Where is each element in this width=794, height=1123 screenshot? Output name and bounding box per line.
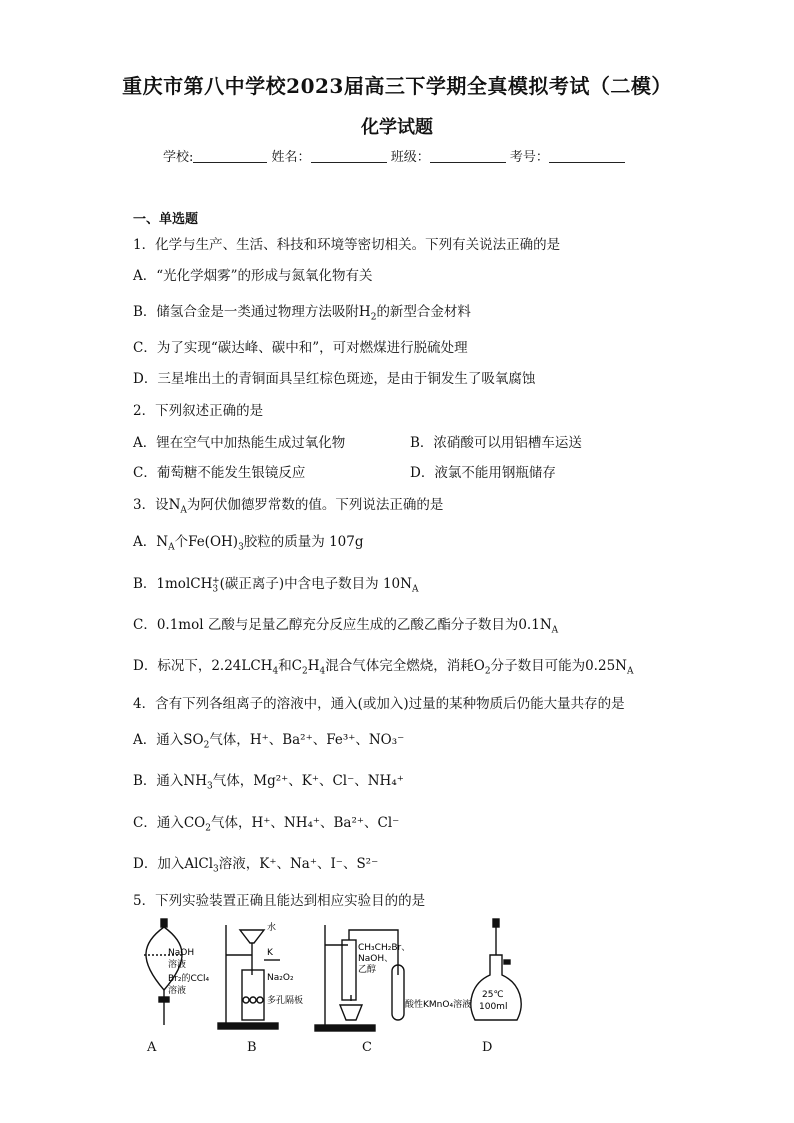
- q4-option-a: A．通入$SO_2$气体，H⁺、Ba²⁺、Fe³⁺、NO₃⁻: [133, 732, 405, 751]
- q3-d-text2: 和C: [278, 658, 303, 674]
- q1-b-text1: B．储氢合金是一类通过物理方法吸附: [133, 304, 359, 320]
- q4-c-gas: 气体，: [210, 815, 252, 831]
- q1-stem: 1．化学与生产、生活、科技和环境等密切相关。下列有关说法正确的是: [133, 237, 561, 253]
- q4-b-text: B．通入: [133, 773, 184, 789]
- q4-b-ions: Mg²⁺、K⁺、Cl⁻、NH₄⁺: [253, 773, 404, 789]
- c-label-2: NaOH、: [358, 954, 394, 964]
- page-title: 重庆市第八中学校2023届高三下学期全真模拟考试（二模）: [122, 74, 672, 98]
- q2-option-b: B．浓硝酸可以用铝槽车运送: [410, 435, 582, 451]
- a-label-4: 溶液: [168, 986, 187, 996]
- q3-a-text2: 个: [174, 534, 189, 550]
- page-subtitle: 化学试题: [361, 117, 433, 138]
- o2-formula: O: [473, 658, 485, 674]
- q3-option-d: D．标况下，$2.24LCH_4$和$C_2H_4$混合气体完全燃烧，消耗$O_2$分子数目可能为$0.25N_A$: [133, 658, 634, 677]
- fe-oh3-formula: Fe(OH): [188, 534, 239, 550]
- q4-option-c: C．通入$CO_2$气体，H⁺、NH₄⁺、Ba²⁺、Cl⁻: [133, 815, 400, 834]
- figure-label-b: B: [247, 1040, 257, 1055]
- separatory-funnel-figure: [144, 919, 187, 1025]
- number-blank[interactable]: [549, 150, 625, 163]
- q3-a-text3: 胶粒的质量为 107g: [243, 534, 364, 550]
- q3-d-value: 0.25N: [585, 658, 627, 674]
- q4-c-text: C．通入: [133, 815, 184, 831]
- q1-option-d: D．三星堆出土的青铜面具呈红棕色斑迹，是由于铜发生了吸氧腐蚀: [133, 371, 536, 387]
- q3-d-text5: 分子数目可能为: [490, 658, 586, 674]
- q4-b-gas: 气体，: [212, 773, 254, 789]
- school-label: 学校:: [163, 150, 194, 165]
- d-label-2: 100ml: [479, 1002, 508, 1012]
- class-blank[interactable]: [430, 150, 506, 163]
- q3-a-text1: A．: [133, 534, 157, 550]
- q1-option-b: B．储氢合金是一类通过物理方法吸附$H_2$的新型合金材料: [133, 304, 471, 323]
- a-label-3: Br₂的CCl₄: [168, 974, 210, 984]
- q3-d-text3: H: [307, 658, 320, 674]
- q3-option-c: C．0.1mol 乙酸与足量乙醇充分反应生成的乙酸乙酯分子数目为$0.1N_A$: [133, 617, 559, 636]
- school-blank[interactable]: [193, 150, 267, 163]
- heating-setup-figure: [315, 925, 404, 1031]
- q3-stem-text1: 3．设: [133, 497, 169, 513]
- apparatus-figures: [130, 915, 670, 1060]
- q3-d-text4: 混合气体完全燃烧，消耗: [325, 658, 474, 674]
- figure-label-a: A: [147, 1040, 157, 1055]
- q2-option-a: A．锂在空气中加热能生成过氧化物: [133, 435, 346, 451]
- q2-stem: 2．下列叙述正确的是: [133, 403, 264, 419]
- q3-c-text1: C．0.1mol 乙酸与足量乙醇充分反应生成的乙酸乙酯分子数目为: [133, 617, 519, 633]
- q3-b-text2: (碳正离子)中含电子数目为 10N: [219, 576, 412, 592]
- q1-option-c: C．为了实现“碳达峰、碳中和”，可对燃煤进行脱硫处理: [133, 340, 468, 356]
- c-label-1: CH₃CH₂Br、: [358, 943, 411, 953]
- student-info-row: [163, 146, 625, 165]
- q4-a-text: A．通入: [133, 732, 184, 748]
- q1-b-text2: 的新型合金材料: [376, 304, 471, 320]
- name-blank[interactable]: [311, 150, 387, 163]
- q4-c-ions: H⁺、NH₄⁺、Ba²⁺、Cl⁻: [251, 815, 400, 831]
- d-label-1: 25℃: [482, 990, 504, 1000]
- figure-label-d: D: [482, 1040, 493, 1055]
- q4-option-b: B．通入$NH_3$气体，Mg²⁺、K⁺、Cl⁻、NH₄⁺: [133, 773, 404, 792]
- nh3-formula: NH: [183, 773, 208, 789]
- q1-option-a: A．“光化学烟雾”的形成与氮氧化物有关: [133, 268, 373, 284]
- q4-d-sol: 溶液，: [218, 856, 260, 872]
- h2-formula: H: [358, 304, 371, 320]
- q4-d-ions: K⁺、Na⁺、I⁻、S²⁻: [259, 856, 379, 872]
- name-label: 姓名：: [271, 150, 311, 165]
- b-label-1: 水: [267, 923, 277, 933]
- a-label-2: 溶液: [168, 960, 187, 970]
- q5-stem: 5．下列实验装置正确且能达到相应实验目的的是: [133, 893, 426, 909]
- class-label: 班级：: [390, 150, 430, 165]
- q3-c-value: 0.1N: [518, 617, 552, 633]
- na-symbol: N: [156, 534, 169, 550]
- q3-b-text1: B．1molCH: [133, 576, 213, 592]
- q3-option-a: A．$N_A$个$Fe(OH)_3$胶粒的质量为 107g: [133, 534, 364, 553]
- q3-option-b: B．1molCH$_3$+(碳正离子)中含电子数目为 $10N_A$: [133, 575, 419, 595]
- section-title: 一、单选题: [133, 212, 199, 227]
- q4-stem: 4．含有下列各组离子的溶液中，通入(或加入)过量的某种物质后仍能大量共存的是: [133, 696, 625, 712]
- c-label-3: 乙醇: [358, 965, 377, 975]
- co2-formula: CO: [183, 815, 206, 831]
- so2-formula: SO: [183, 732, 204, 748]
- na-symbol: N: [168, 497, 181, 513]
- q2-option-c: C．葡萄糖不能发生银镜反应: [133, 465, 306, 481]
- q3-d-text1: D．标况下，2.24LCH: [133, 658, 273, 674]
- q4-d-text: D．加入: [133, 856, 185, 872]
- c-label-4: 酸性KMnO₄溶液: [405, 1000, 472, 1010]
- q4-option-d: D．加入AlCl$_3$溶液，K⁺、Na⁺、I⁻、S²⁻: [133, 856, 379, 875]
- q2-option-d: D．液氯不能用钢瓶储存: [410, 465, 556, 481]
- number-label: 考号：: [509, 150, 549, 165]
- figure-label-c: C: [362, 1040, 372, 1055]
- q3-stem: 3．设$N_A$为阿伏伽德罗常数的值。下列说法正确的是: [133, 497, 444, 516]
- b-label-2: K: [267, 948, 273, 958]
- b-label-4: 多孔隔板: [267, 996, 304, 1006]
- q4-a-gas: 气体，: [209, 732, 250, 748]
- q4-a-ions: H⁺、Ba²⁺、Fe³⁺、NO₃⁻: [249, 732, 405, 748]
- a-label-1: NaOH: [168, 948, 195, 958]
- alcl3-formula: AlCl: [184, 856, 214, 872]
- b-label-3: Na₂O₂: [267, 973, 294, 983]
- q3-stem-text2: 为阿伏伽德罗常数的值。下列说法正确的是: [186, 497, 444, 513]
